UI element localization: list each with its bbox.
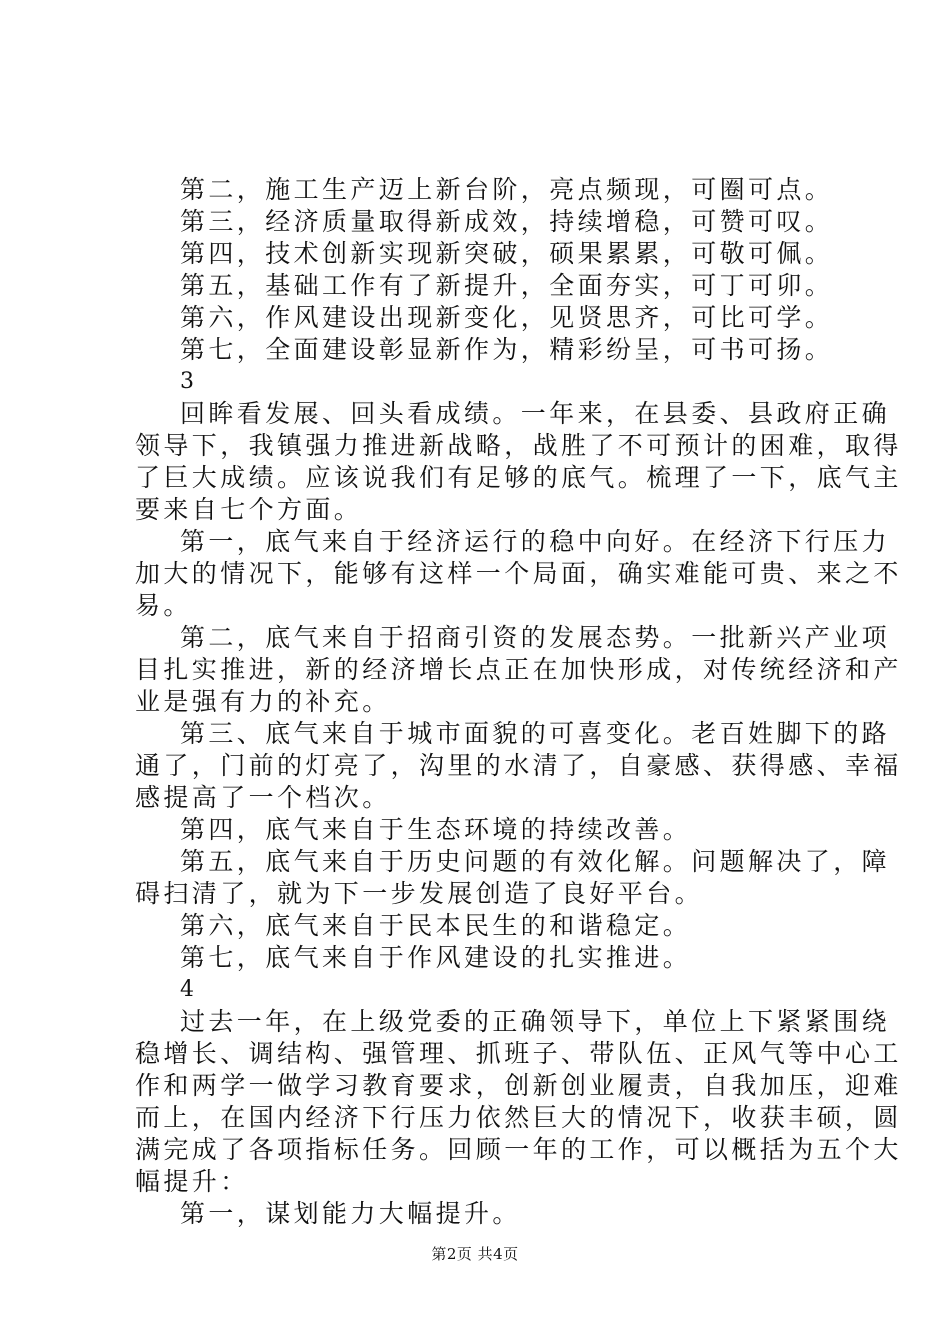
text-line: 第六，底气来自于民本民生的和谐稳定。 <box>180 911 692 940</box>
text-line: 领导下，我镇强力推进新战略，战胜了不可预计的困难，取得 <box>135 431 902 460</box>
text-line: 第七，底气来自于作风建设的扎实推进。 <box>180 943 692 972</box>
text-line: 目扎实推进，新的经济增长点正在加快形成，对传统经济和产 <box>135 655 902 684</box>
text-line: 第二，施工生产迈上新台阶，亮点频现，可圈可点。 <box>180 175 834 204</box>
text-line: 幅提升： <box>135 1167 249 1196</box>
text-line: 过去一年，在上级党委的正确领导下，单位上下紧紧围绕 <box>180 1007 891 1036</box>
text-line: 通了，门前的灯亮了，沟里的水清了，自豪感、获得感、幸福 <box>135 751 902 780</box>
section-number: 3 <box>180 369 194 394</box>
text-line: 第四，底气来自于生态环境的持续改善。 <box>180 815 692 844</box>
text-line: 第一，谋划能力大幅提升。 <box>180 1199 521 1228</box>
text-line: 第四，技术创新实现新突破，硕果累累，可敬可佩。 <box>180 239 834 268</box>
text-line: 第六，作风建设出现新变化，见贤思齐，可比可学。 <box>180 303 834 332</box>
text-line: 第七，全面建设彰显新作为，精彩纷呈，可书可扬。 <box>180 335 834 364</box>
text-line: 易。 <box>135 591 192 620</box>
text-line: 作和两学一做学习教育要求，创新创业履责，自我加压，迎难 <box>135 1071 902 1100</box>
document-body <box>135 174 902 1230</box>
text-line: 第二，底气来自于招商引资的发展态势。一批新兴产业项 <box>180 623 891 652</box>
text-line: 稳增长、调结构、强管理、抓班子、带队伍、正风气等中心工 <box>135 1039 902 1068</box>
text-line: 要来自七个方面。 <box>135 495 363 524</box>
text-line: 第一，底气来自于经济运行的稳中向好。在经济下行压力 <box>180 527 891 556</box>
text-line: 第三，经济质量取得新成效，持续增稳，可赞可叹。 <box>180 207 834 236</box>
text-line: 了巨大成绩。应该说我们有足够的底气。梳理了一下，底气主 <box>135 463 902 492</box>
text-line: 加大的情况下，能够有这样一个局面，确实难能可贵、来之不 <box>135 559 902 588</box>
section-number: 4 <box>180 977 194 1002</box>
text-line: 第三、底气来自于城市面貌的可喜变化。老百姓脚下的路 <box>180 719 891 748</box>
text-line: 回眸看发展、回头看成绩。一年来，在县委、县政府正确 <box>180 399 891 428</box>
text-line: 感提高了一个档次。 <box>135 783 391 812</box>
text-line: 业是强有力的补充。 <box>135 687 391 716</box>
text-line: 满完成了各项指标任务。回顾一年的工作，可以概括为五个大 <box>135 1135 902 1164</box>
text-line: 碍扫清了，就为下一步发展创造了良好平台。 <box>135 879 704 908</box>
text-line: 第五，底气来自于历史问题的有效化解。问题解决了，障 <box>180 847 891 876</box>
text-line: 而上，在国内经济下行压力依然巨大的情况下，收获丰硕，圆 <box>135 1103 902 1132</box>
text-line: 第五，基础工作有了新提升，全面夯实，可丁可卯。 <box>180 271 834 300</box>
page-footer: 第2页 共4页 <box>431 1245 519 1263</box>
